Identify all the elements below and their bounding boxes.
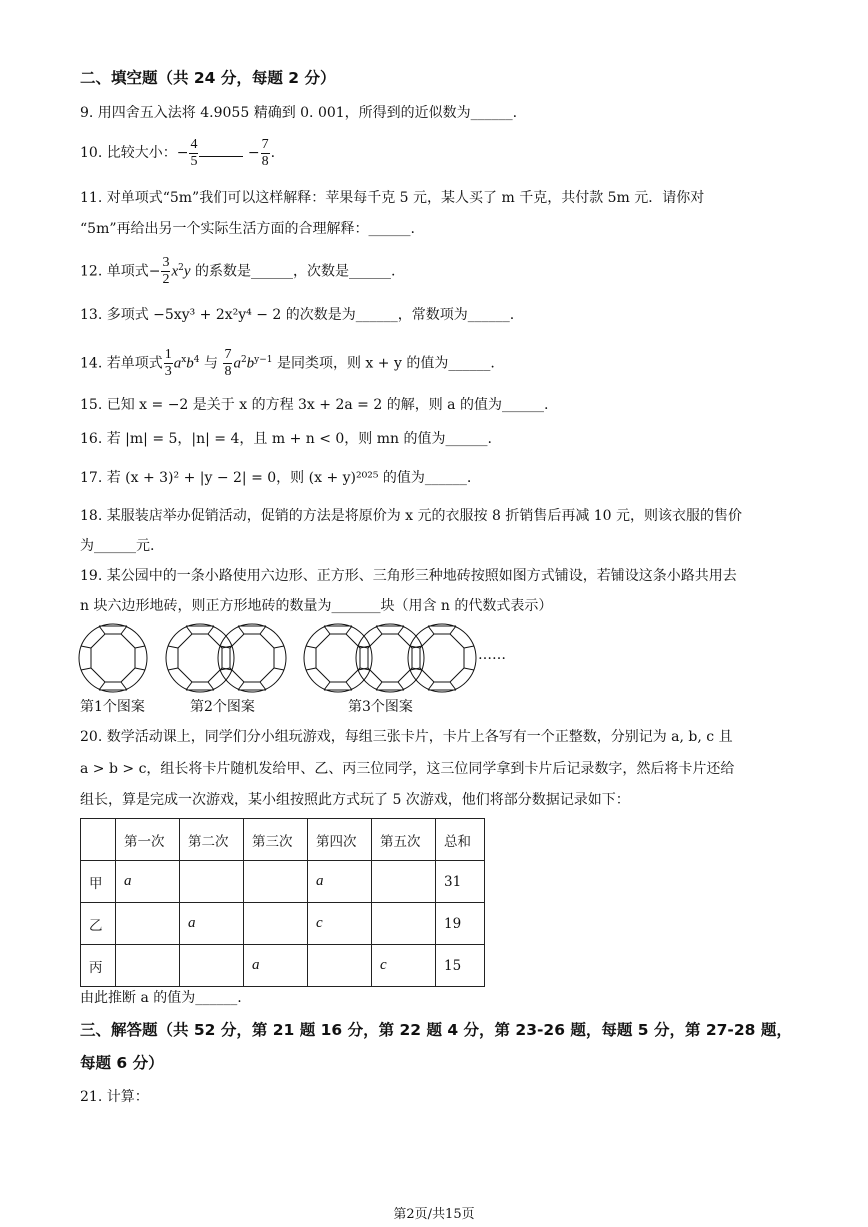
fraction: $\frac{4}{5}$ — [190, 136, 198, 169]
table-cell — [372, 903, 436, 945]
data-table — [80, 818, 485, 987]
question-14-prefix: 14. 若单项式 — [80, 355, 163, 372]
table-cell — [180, 945, 244, 987]
page-footer: 第2页/共15页 — [393, 1207, 475, 1222]
section-heading-3-line1: 三、解答题（共 52 分，第 21 题 16 分，第 22 题 4 分，第 23-26 题，每题 5 分，第 27-28 题， — [80, 1021, 792, 1039]
table-cell: 乙 — [81, 903, 116, 945]
table-header-row — [81, 819, 485, 861]
table-cell — [308, 945, 372, 987]
table-header: 第二次 — [180, 819, 244, 861]
table-header: 第四次 — [308, 819, 372, 861]
table-cell: a — [244, 945, 308, 987]
question-10: 10. 比较大小：− $\frac{4}{5}$ − $\frac{7}{8}$ . — [80, 136, 276, 169]
question-20-line3: 组长，算是完成一次游戏，某小组按照此方式玩了 5 次游戏，他们将部分数据记录如下： — [80, 792, 630, 808]
table-cell — [244, 861, 308, 903]
pattern-ellipsis: …… — [478, 647, 506, 663]
table-cell: a — [116, 861, 180, 903]
fraction: $\frac{1}{3}$ — [164, 347, 172, 380]
question-12-rest: 的系数是______，次数是______. — [194, 263, 396, 280]
question-14-rest: 是同类项，则 x + y 的值为______. — [276, 355, 495, 372]
question-21: 21. 计算： — [80, 1089, 149, 1105]
question-18-line2: 为______元. — [80, 538, 155, 554]
table-row — [81, 903, 485, 945]
pattern-3 — [304, 624, 476, 692]
table-cell — [180, 861, 244, 903]
question-20-after: 由此推断 a 的值为______. — [80, 990, 242, 1006]
question-13: 13. 多项式 −5xy³ + 2x²y⁴ − 2 的次数是为______，常数项为______. — [80, 307, 515, 323]
table-cell: c — [372, 945, 436, 987]
question-18-line1: 18. 某服装店举办促销活动，促销的方法是将原价为 x 元的衣服按 8 折销售后再减 10 元，则该衣服的售价 — [80, 508, 743, 524]
table-cell: a — [308, 861, 372, 903]
question-9: 9. 用四舍五入法将 4.9055 精确到 0. 001，所得到的近似数为______. — [80, 105, 518, 121]
table-header: 第三次 — [244, 819, 308, 861]
question-11-line2: “5m”再给出另一个实际生活方面的合理解释：______. — [80, 221, 415, 237]
question-19-line1: 19. 某公园中的一条小路使用六边形、正方形、三角形三种地砖按照如图方式铺设，若铺设这条小路共用去 — [80, 568, 737, 584]
figure-label-3: 第3个图案 — [348, 699, 413, 715]
section-heading: 二、填空题（共 24 分，每题 2 分） — [80, 69, 336, 87]
figure-label-2: 第2个图案 — [190, 699, 255, 715]
table-header: 第一次 — [116, 819, 180, 861]
table-cell: c — [308, 903, 372, 945]
question-10-prefix: 10. 比较大小： — [80, 145, 177, 161]
question-19-line2: n 块六边形地砖，则正方形地砖的数量为_______块（用含 n 的代数式表示） — [80, 598, 553, 614]
question-20-line1: 20. 数学活动课上，同学们分小组玩游戏，每组三张卡片，卡片上各写有一个正整数，分别记为 a, b, c 且 — [80, 729, 733, 745]
table-header: 第五次 — [372, 819, 436, 861]
question-14: 14. 若单项式 $\frac{1}{3}$ $a^xb^4$ 与 $\frac{7}{8}$ $a^2b^{y-1}$ 是同类项，则 x + y 的值为______. — [80, 347, 495, 380]
table-row — [81, 861, 485, 903]
fraction: $\frac{7}{8}$ — [261, 136, 269, 169]
table-cell — [372, 861, 436, 903]
question-16: 16. 若 |m| = 5，|n| = 4，且 m + n < 0，则 mn 的值为______. — [80, 431, 492, 447]
question-20-line2: a > b > c，组长将卡片随机发给甲、乙、丙三位同学，这三位同学拿到卡片后记录数字，然后将卡片还给 — [80, 761, 735, 777]
table-row — [81, 945, 485, 987]
pattern-2 — [166, 624, 286, 692]
figure-label-1: 第1个图案 — [80, 699, 145, 715]
table-cell: 15 — [436, 945, 485, 987]
question-12: 12. 单项式− $\frac{3}{2}$ $x^2y$ 的系数是______，次数是______. — [80, 255, 396, 288]
fraction: $\frac{7}{8}$ — [224, 347, 232, 380]
table-cell — [116, 903, 180, 945]
table-cell: 甲 — [81, 861, 116, 903]
table-cell — [244, 903, 308, 945]
section-heading-3-line2: 每题 6 分） — [80, 1054, 164, 1072]
table-cell: 19 — [436, 903, 485, 945]
table-cell — [116, 945, 180, 987]
fraction: $\frac{3}{2}$ — [162, 255, 170, 288]
table-cell — [81, 819, 116, 861]
table-cell: 31 — [436, 861, 485, 903]
pattern-1 — [79, 624, 147, 692]
tile-pattern-figure — [0, 620, 868, 700]
question-17: 17. 若 (x + 3)² + |y − 2| = 0，则 (x + y)²⁰²⁵ 的值为______. — [80, 470, 472, 486]
question-11-line1: 11. 对单项式“5m”我们可以这样解释：苹果每千克 5 元，某人买了 m 千克，共付款 5m 元．请你对 — [80, 190, 705, 206]
question-15: 15. 已知 x = −2 是关于 x 的方程 3x + 2a = 2 的解，则 a 的值为______. — [80, 397, 549, 413]
question-12-prefix: 12. 单项式 — [80, 263, 149, 280]
table-cell: 丙 — [81, 945, 116, 987]
table-cell: a — [180, 903, 244, 945]
table-header: 总和 — [436, 819, 485, 861]
